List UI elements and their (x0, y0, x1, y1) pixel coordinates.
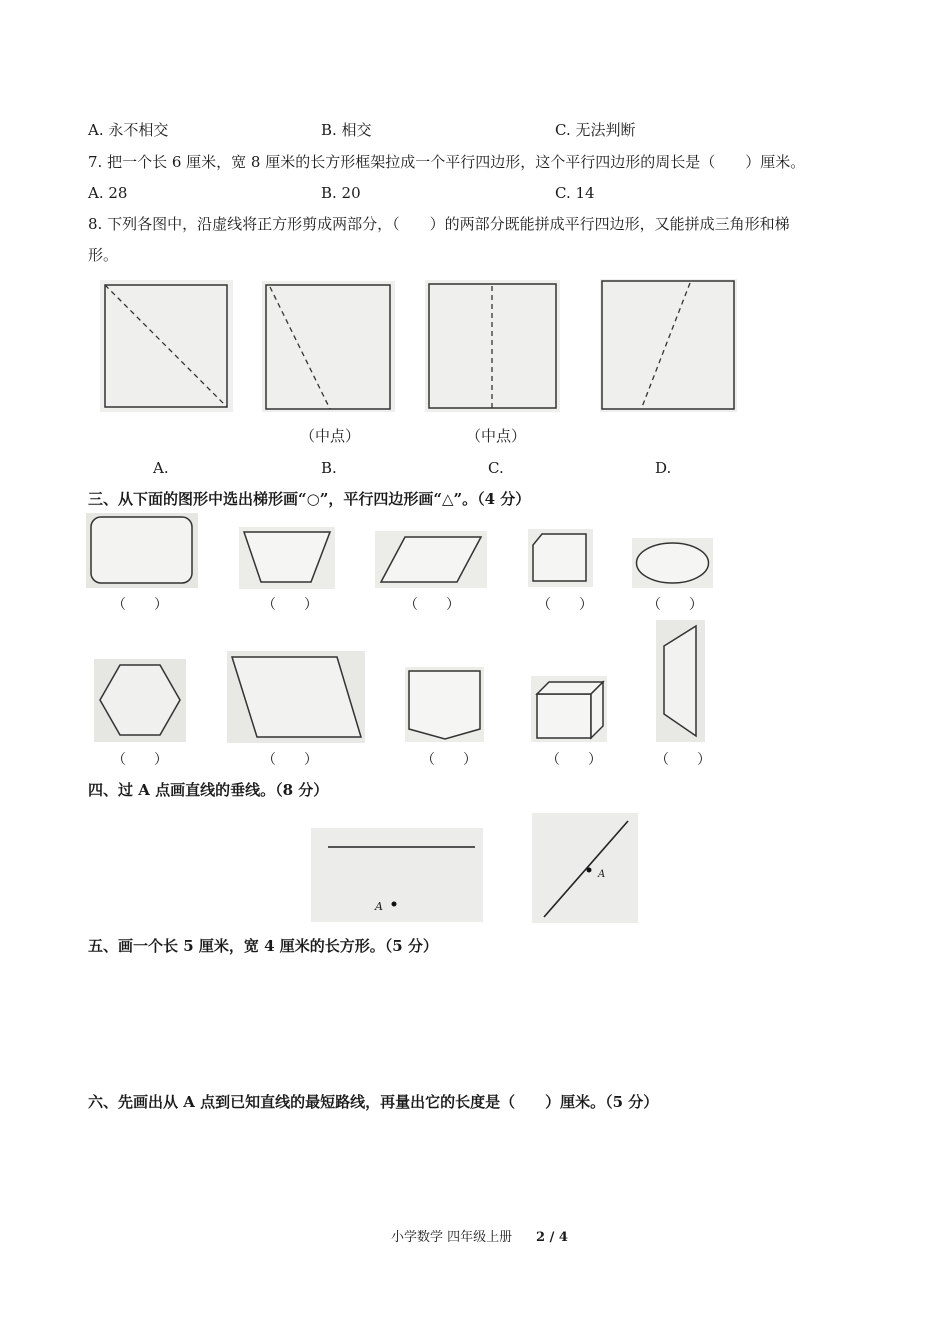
shape-vertical-trapezoid (656, 620, 705, 742)
answer-blank-9[interactable]: （ ） (546, 752, 602, 768)
q8-question-line1: 8. 下列各图中，沿虚线将正方形剪成两部分，（ ）的两部分既能拼成平行四边形，又能拼成三角形和梯 (88, 215, 790, 233)
answer-blank-6[interactable]: （ ） (112, 752, 168, 768)
section5-title: 五、画一个长 5 厘米，宽 4 厘米的长方形。（5 分） (88, 937, 438, 955)
q8-label-c: C. (488, 459, 504, 477)
q7-option-b: B. 20 (321, 184, 361, 202)
answer-blank-8[interactable]: （ ） (421, 752, 477, 768)
answer-blank-2[interactable]: （ ） (262, 597, 318, 613)
section4-title: 四、过 A 点画直线的垂线。（8 分） (88, 781, 329, 799)
shape-ellipse (632, 538, 713, 588)
q8-question-line2: 形。 (88, 246, 119, 264)
shape-pentagon-cut (528, 529, 593, 587)
q7-question: 7. 把一个长 6 厘米，宽 8 厘米的长方形框架拉成一个平行四边形，这个平行四边形的周长是（ ）厘米。 (88, 153, 806, 171)
q8-midpoint-label-b: （中点） (300, 427, 361, 445)
q8-label-b: B. (321, 459, 337, 477)
point-a-label-2: A (598, 869, 606, 880)
shape-trapezoid (239, 527, 335, 589)
square-figure-d (600, 279, 737, 412)
answer-blank-10[interactable]: （ ） (655, 752, 711, 768)
answer-blank-4[interactable]: （ ） (537, 597, 593, 613)
shape-large-parallelogram (227, 651, 365, 743)
shape-hexagon (94, 659, 186, 742)
perpendicular-figure-2 (532, 813, 638, 923)
footer-page-number: 2 / 4 (536, 1230, 568, 1245)
section3-title: 三、从下面的图形中选出梯形画“○”，平行四边形画“△”。（4 分） (88, 490, 531, 508)
point-a-label-1: A (375, 900, 383, 913)
perpendicular-figure-1 (311, 828, 483, 922)
square-figure-b (262, 281, 395, 412)
shape-pentagon-arrow (405, 667, 484, 742)
slanted-line-figure (532, 813, 638, 923)
horizontal-line-figure (311, 828, 483, 922)
answer-blank-5[interactable]: （ ） (647, 597, 703, 613)
q6-option-a: A. 永不相交 (88, 121, 169, 139)
q8-label-a: A. (153, 459, 169, 477)
q8-label-d: D. (655, 459, 672, 477)
q8-midpoint-label-c: （中点） (466, 427, 527, 445)
square-figure-a (100, 280, 233, 412)
square-figure-c (425, 280, 560, 412)
q6-option-c: C. 无法判断 (555, 121, 636, 139)
answer-blank-7[interactable]: （ ） (262, 752, 318, 768)
answer-blank-3[interactable]: （ ） (404, 597, 460, 613)
footer-subject: 小学数学 四年级上册 (391, 1230, 513, 1245)
q7-option-a: A. 28 (88, 184, 128, 202)
shape-rounded-rectangle (86, 513, 198, 588)
shape-cuboid (531, 676, 607, 742)
q7-option-c: C. 14 (555, 184, 595, 202)
shape-parallelogram (375, 531, 487, 588)
q6-option-b: B. 相交 (321, 121, 372, 139)
section6-title: 六、先画出从 A 点到已知直线的最短路线，再量出它的长度是（ ）厘米。（5 分） (88, 1093, 659, 1111)
answer-blank-1[interactable]: （ ） (112, 597, 168, 613)
